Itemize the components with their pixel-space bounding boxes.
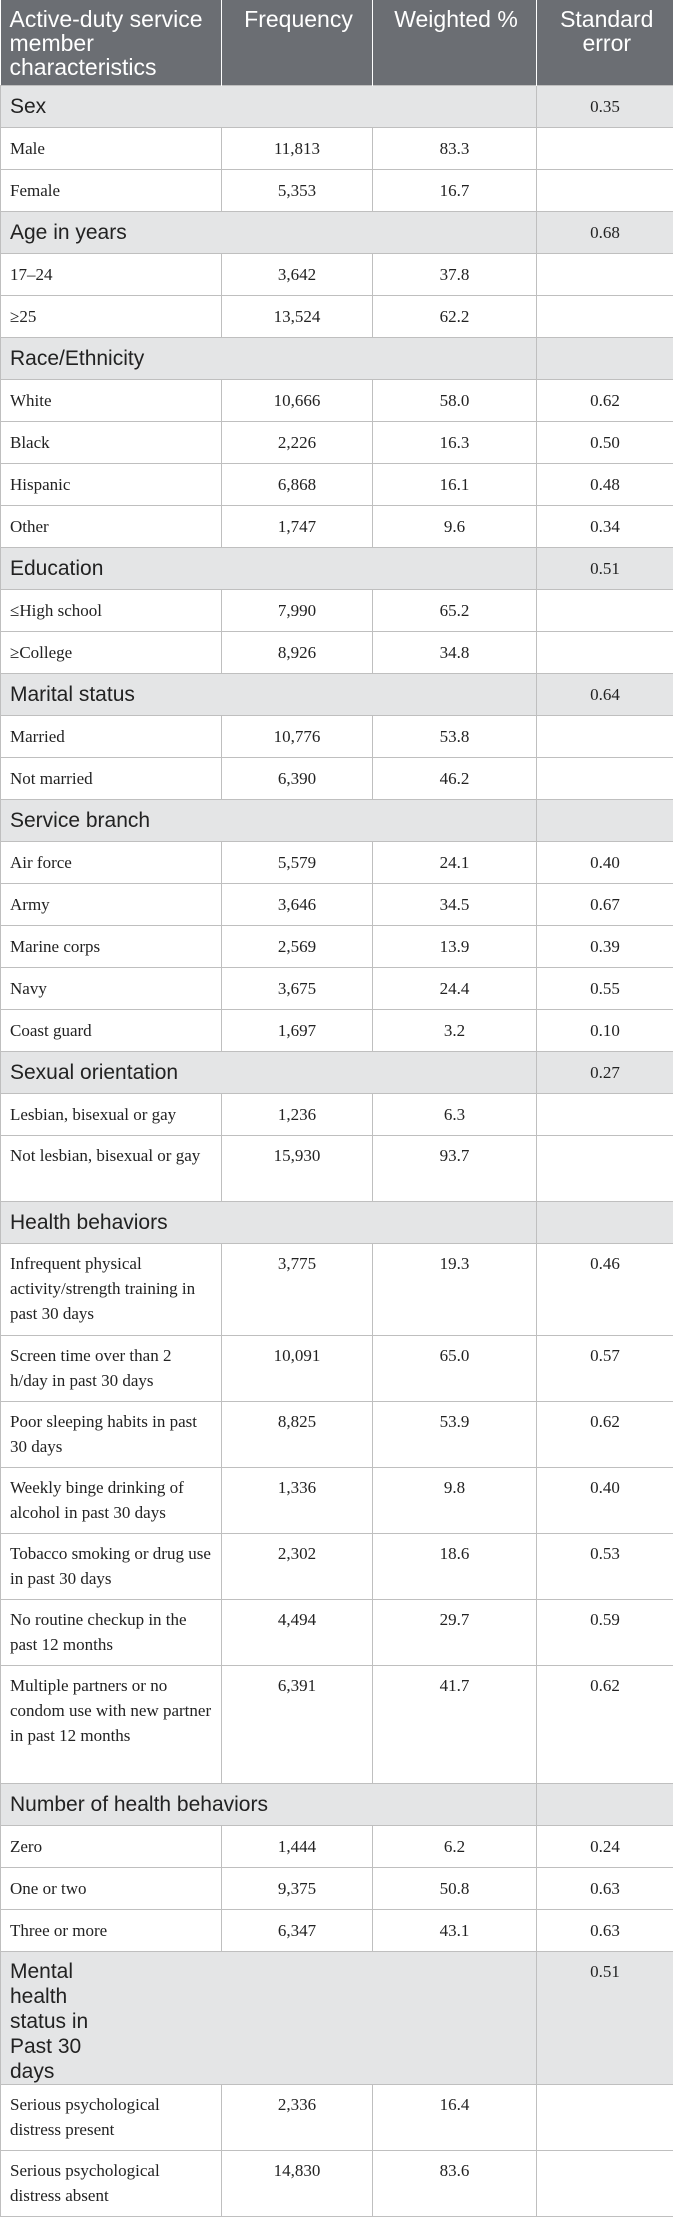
- row-label: Army: [1, 884, 222, 926]
- row-weighted-percent: 18.6: [373, 1534, 537, 1600]
- section-title: Education: [1, 548, 537, 590]
- row-label: Air force: [1, 842, 222, 884]
- section-title: Number of health behaviors: [1, 1784, 537, 1826]
- row-label: Black: [1, 422, 222, 464]
- header-row: [1, 0, 673, 86]
- row-standard-error: 0.62: [537, 380, 673, 422]
- table-row: [1, 296, 673, 338]
- row-standard-error: 0.46: [537, 1244, 673, 1336]
- row-weighted-percent: 50.8: [373, 1868, 537, 1910]
- row-standard-error: 0.57: [537, 1336, 673, 1402]
- row-weighted-percent: 24.4: [373, 968, 537, 1010]
- table-row: [1, 380, 673, 422]
- row-weighted-percent: 46.2: [373, 758, 537, 800]
- section-standard-error: 0.68: [537, 212, 673, 254]
- section-title: Health behaviors: [1, 1202, 537, 1244]
- row-frequency: 6,391: [222, 1666, 373, 1784]
- row-label: Lesbian, bisexual or gay: [1, 1094, 222, 1136]
- table-row: [1, 1094, 673, 1136]
- table-row: [1, 632, 673, 674]
- row-frequency: 6,390: [222, 758, 373, 800]
- section-standard-error: 0.51: [537, 548, 673, 590]
- table-row: [1, 1666, 673, 1784]
- section-title: Race/Ethnicity: [1, 338, 537, 380]
- table-row: [1, 716, 673, 758]
- row-weighted-percent: 58.0: [373, 380, 537, 422]
- row-label: Zero: [1, 1826, 222, 1868]
- row-standard-error: [537, 716, 673, 758]
- row-weighted-percent: 53.9: [373, 1402, 537, 1468]
- row-frequency: 9,375: [222, 1868, 373, 1910]
- row-standard-error: [537, 632, 673, 674]
- row-frequency: 2,302: [222, 1534, 373, 1600]
- table-row: [1, 506, 673, 548]
- row-weighted-percent: 16.7: [373, 170, 537, 212]
- section-standard-error: 0.64: [537, 674, 673, 716]
- row-label: One or two: [1, 1868, 222, 1910]
- row-label: Other: [1, 506, 222, 548]
- row-standard-error: 0.50: [537, 422, 673, 464]
- table-row: [1, 884, 673, 926]
- row-weighted-percent: 19.3: [373, 1244, 537, 1336]
- section-title: Age in years: [1, 212, 537, 254]
- row-frequency: 14,830: [222, 2151, 373, 2217]
- section-title: Sex: [1, 86, 537, 128]
- row-label: Marine corps: [1, 926, 222, 968]
- header-frequency: Frequency: [222, 0, 373, 86]
- table-row: [1, 758, 673, 800]
- row-frequency: 4,494: [222, 1600, 373, 1666]
- table-row: [1, 128, 673, 170]
- row-standard-error: 0.67: [537, 884, 673, 926]
- table-row: [1, 254, 673, 296]
- row-frequency: 3,642: [222, 254, 373, 296]
- row-standard-error: [537, 2085, 673, 2151]
- row-weighted-percent: 34.5: [373, 884, 537, 926]
- row-weighted-percent: 62.2: [373, 296, 537, 338]
- row-frequency: 1,697: [222, 1010, 373, 1052]
- row-frequency: 6,868: [222, 464, 373, 506]
- table-row: [1, 2151, 673, 2217]
- row-weighted-percent: 13.9: [373, 926, 537, 968]
- section-row-sex: [1, 86, 673, 128]
- row-weighted-percent: 41.7: [373, 1666, 537, 1784]
- row-frequency: 15,930: [222, 1136, 373, 1202]
- table-row: [1, 926, 673, 968]
- row-label: Weekly binge drinking of alcohol in past 30 days: [1, 1468, 222, 1534]
- row-label: Coast guard: [1, 1010, 222, 1052]
- row-weighted-percent: 93.7: [373, 1136, 537, 1202]
- row-frequency: 11,813: [222, 128, 373, 170]
- row-label: Hispanic: [1, 464, 222, 506]
- table-row: [1, 1468, 673, 1534]
- row-label: Female: [1, 170, 222, 212]
- row-weighted-percent: 65.2: [373, 590, 537, 632]
- row-standard-error: 0.62: [537, 1402, 673, 1468]
- row-frequency: 6,347: [222, 1910, 373, 1952]
- row-standard-error: 0.40: [537, 842, 673, 884]
- row-standard-error: [537, 1136, 673, 1202]
- row-frequency: 2,569: [222, 926, 373, 968]
- table-row: [1, 422, 673, 464]
- section-title: Sexual orientation: [1, 1052, 537, 1094]
- table-row: [1, 2085, 673, 2151]
- row-weighted-percent: 29.7: [373, 1600, 537, 1666]
- section-standard-error: [537, 1202, 673, 1244]
- row-weighted-percent: 16.1: [373, 464, 537, 506]
- row-label: Male: [1, 128, 222, 170]
- row-frequency: 7,990: [222, 590, 373, 632]
- row-weighted-percent: 6.2: [373, 1826, 537, 1868]
- row-weighted-percent: 83.6: [373, 2151, 537, 2217]
- table-row: [1, 1010, 673, 1052]
- row-frequency: 2,336: [222, 2085, 373, 2151]
- row-weighted-percent: 3.2: [373, 1010, 537, 1052]
- table-row: [1, 842, 673, 884]
- section-title: Marital status: [1, 674, 537, 716]
- row-label: 17–24: [1, 254, 222, 296]
- row-frequency: 3,646: [222, 884, 373, 926]
- row-label: Not lesbian, bisexual or gay: [1, 1136, 222, 1202]
- header-weighted-percent: Weighted %: [373, 0, 537, 86]
- row-weighted-percent: 43.1: [373, 1910, 537, 1952]
- section-row-mental-health-status: [1, 1952, 673, 2085]
- row-frequency: 3,675: [222, 968, 373, 1010]
- table-row: [1, 1244, 673, 1336]
- row-weighted-percent: 9.6: [373, 506, 537, 548]
- section-title: Mental health status in Past 30 days: [1, 1952, 537, 2085]
- section-standard-error: [537, 338, 673, 380]
- row-label: Navy: [1, 968, 222, 1010]
- row-label: ≥25: [1, 296, 222, 338]
- row-label: Three or more: [1, 1910, 222, 1952]
- row-frequency: 1,336: [222, 1468, 373, 1534]
- row-label: Serious psychological distress present: [1, 2085, 222, 2151]
- row-label: White: [1, 380, 222, 422]
- row-weighted-percent: 16.4: [373, 2085, 537, 2151]
- row-standard-error: 0.62: [537, 1666, 673, 1784]
- row-frequency: 3,775: [222, 1244, 373, 1336]
- row-standard-error: [537, 254, 673, 296]
- row-standard-error: [537, 590, 673, 632]
- section-standard-error: [537, 800, 673, 842]
- row-label: Infrequent physical activity/strength training in past 30 days: [1, 1244, 222, 1336]
- row-weighted-percent: 24.1: [373, 842, 537, 884]
- section-standard-error: 0.35: [537, 86, 673, 128]
- row-standard-error: 0.24: [537, 1826, 673, 1868]
- table-row: [1, 170, 673, 212]
- row-standard-error: 0.10: [537, 1010, 673, 1052]
- row-weighted-percent: 6.3: [373, 1094, 537, 1136]
- row-standard-error: 0.40: [537, 1468, 673, 1534]
- row-standard-error: 0.53: [537, 1534, 673, 1600]
- row-weighted-percent: 37.8: [373, 254, 537, 296]
- row-standard-error: 0.59: [537, 1600, 673, 1666]
- row-frequency: 8,825: [222, 1402, 373, 1468]
- row-standard-error: 0.39: [537, 926, 673, 968]
- row-standard-error: [537, 128, 673, 170]
- table-row: [1, 1826, 673, 1868]
- table-row: [1, 1402, 673, 1468]
- row-label: Tobacco smoking or drug use in past 30 days: [1, 1534, 222, 1600]
- row-standard-error: 0.55: [537, 968, 673, 1010]
- section-row-service-branch: [1, 800, 673, 842]
- row-weighted-percent: 34.8: [373, 632, 537, 674]
- table-row: [1, 1600, 673, 1666]
- row-standard-error: [537, 2151, 673, 2217]
- row-frequency: 1,444: [222, 1826, 373, 1868]
- row-frequency: 8,926: [222, 632, 373, 674]
- row-standard-error: 0.48: [537, 464, 673, 506]
- table-row: [1, 1868, 673, 1910]
- table-row: [1, 1534, 673, 1600]
- table-row: [1, 464, 673, 506]
- row-label: Multiple partners or no condom use with new partner in past 12 months: [1, 1666, 222, 1784]
- row-weighted-percent: 65.0: [373, 1336, 537, 1402]
- section-row-sexual-orientation: [1, 1052, 673, 1094]
- row-label: Married: [1, 716, 222, 758]
- row-frequency: 2,226: [222, 422, 373, 464]
- row-weighted-percent: 9.8: [373, 1468, 537, 1534]
- row-label: No routine checkup in the past 12 months: [1, 1600, 222, 1666]
- section-row-education: [1, 548, 673, 590]
- row-standard-error: [537, 170, 673, 212]
- row-weighted-percent: 53.8: [373, 716, 537, 758]
- table-row: [1, 1910, 673, 1952]
- row-frequency: 1,236: [222, 1094, 373, 1136]
- table-row: [1, 590, 673, 632]
- section-title: Service branch: [1, 800, 537, 842]
- header-standard-error: Standard error: [537, 0, 673, 86]
- row-weighted-percent: 16.3: [373, 422, 537, 464]
- row-label: Serious psychological distress absent: [1, 2151, 222, 2217]
- row-frequency: 13,524: [222, 296, 373, 338]
- row-frequency: 5,579: [222, 842, 373, 884]
- section-row-health-behaviors: [1, 1202, 673, 1244]
- row-frequency: 10,666: [222, 380, 373, 422]
- table-row: [1, 1336, 673, 1402]
- row-standard-error: [537, 758, 673, 800]
- row-frequency: 10,776: [222, 716, 373, 758]
- table-row: [1, 1136, 673, 1202]
- row-standard-error: 0.63: [537, 1868, 673, 1910]
- row-label: Screen time over than 2 h/day in past 30 days: [1, 1336, 222, 1402]
- table-row: [1, 968, 673, 1010]
- section-row-number-of-health-behaviors: [1, 1784, 673, 1826]
- row-weighted-percent: 83.3: [373, 128, 537, 170]
- row-frequency: 10,091: [222, 1336, 373, 1402]
- section-row-race-ethnicity: [1, 338, 673, 380]
- section-standard-error: 0.51: [537, 1952, 673, 2085]
- row-frequency: 5,353: [222, 170, 373, 212]
- row-standard-error: 0.34: [537, 506, 673, 548]
- section-row-marital-status: [1, 674, 673, 716]
- row-frequency: 1,747: [222, 506, 373, 548]
- header-characteristics: Active-duty service member characteristics: [1, 0, 222, 86]
- section-standard-error: 0.27: [537, 1052, 673, 1094]
- row-label: Poor sleeping habits in past 30 days: [1, 1402, 222, 1468]
- section-standard-error: [537, 1784, 673, 1826]
- row-label: Not married: [1, 758, 222, 800]
- row-standard-error: [537, 1094, 673, 1136]
- row-label: ≥College: [1, 632, 222, 674]
- section-row-age: [1, 212, 673, 254]
- row-label: ≤High school: [1, 590, 222, 632]
- row-standard-error: [537, 296, 673, 338]
- row-standard-error: 0.63: [537, 1910, 673, 1952]
